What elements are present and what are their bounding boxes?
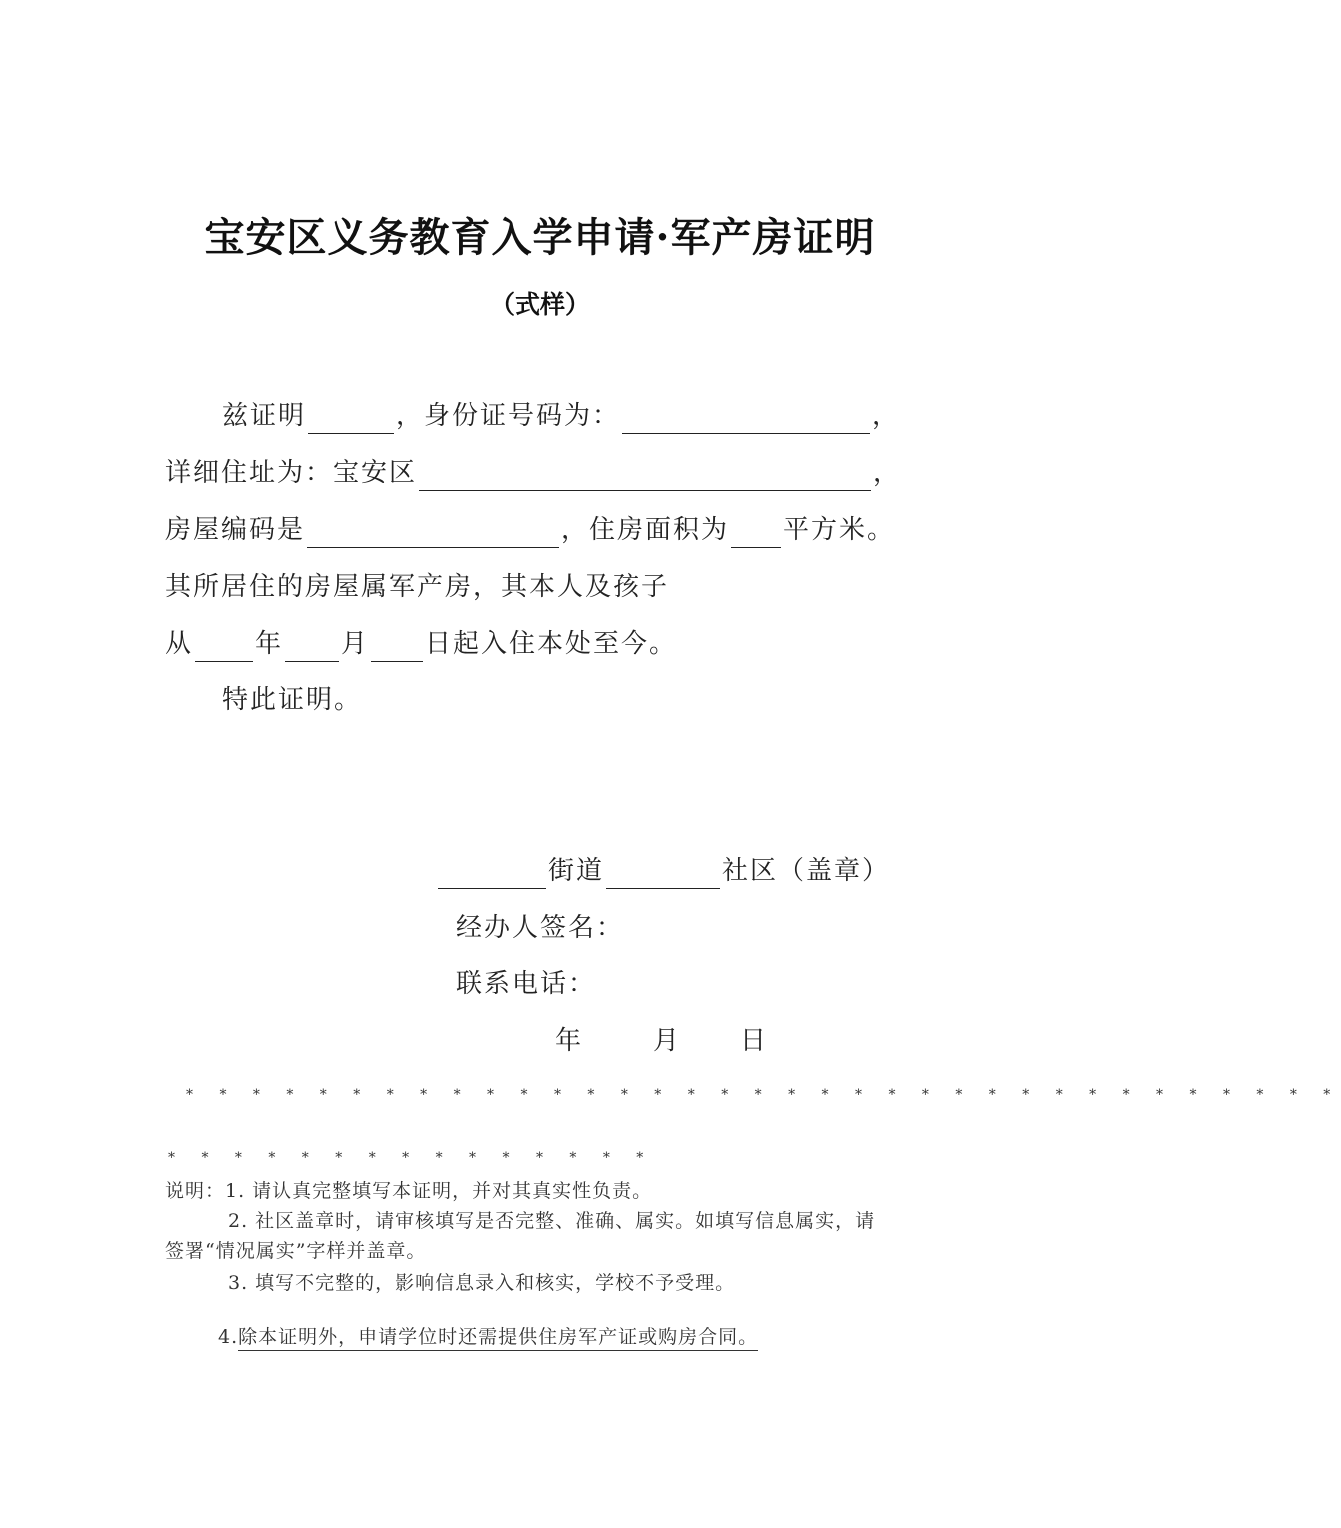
id-number-label: ，身份证号码为： bbox=[396, 401, 621, 431]
note-item-2a: 2. 社区盖章时，请审核填写是否完整、准确、属实。如填写信息属实，请 bbox=[228, 1210, 876, 1232]
address-label: 详细住址为：宝安区 bbox=[165, 458, 418, 488]
date-day-label: 日 bbox=[740, 1026, 769, 1056]
document-title: 宝安区义务教育入学申请·军产房证明 bbox=[204, 214, 876, 261]
body-line-2 bbox=[165, 455, 901, 491]
notes-label: 说明： bbox=[165, 1180, 226, 1202]
separator-stars-short: * * * * * * * * * * * * * * * bbox=[168, 1150, 655, 1166]
id-number-blank[interactable] bbox=[622, 403, 870, 434]
month-label: 月 bbox=[341, 629, 370, 659]
house-code-label: 房屋编码是 bbox=[165, 515, 306, 545]
comma: ， bbox=[873, 458, 902, 488]
since-label: 日起入住本处至今。 bbox=[425, 629, 678, 659]
year-label: 年 bbox=[255, 629, 284, 659]
name-blank[interactable] bbox=[308, 403, 394, 434]
document-subtitle: （式样） bbox=[489, 290, 590, 319]
from-label: 从 bbox=[165, 629, 194, 659]
street-blank[interactable] bbox=[438, 858, 546, 889]
date-month-label: 月 bbox=[653, 1026, 682, 1056]
note-item-2b: 签署“情况属实”字样并盖章。 bbox=[165, 1240, 427, 1262]
street-label: 街道 bbox=[548, 856, 605, 886]
handler-signature-label: 经办人签名： bbox=[456, 913, 625, 943]
address-blank[interactable] bbox=[419, 460, 871, 491]
body-line-5 bbox=[165, 626, 677, 662]
body-line-4: 其所居住的房屋属军产房，其本人及孩子 bbox=[165, 572, 670, 602]
closing-text: 特此证明。 bbox=[222, 685, 363, 715]
note-item-4 bbox=[218, 1324, 758, 1350]
note-item-1 bbox=[165, 1178, 652, 1204]
note-item-4-number: 4. bbox=[218, 1326, 239, 1348]
area-unit: 平方米。 bbox=[783, 515, 896, 545]
note-item-4-text: 除本证明外，申请学位时还需提供住房军产证或购房合同。 bbox=[238, 1326, 758, 1351]
note-item-1-text: 1. 请认真完整填写本证明，并对其真实性负责。 bbox=[225, 1180, 653, 1202]
day-blank[interactable] bbox=[371, 631, 423, 662]
note-item-3: 3. 填写不完整的，影响信息录入和核实，学校不予受理。 bbox=[228, 1272, 736, 1294]
certify-label: 兹证明 bbox=[222, 401, 307, 431]
date-year-label: 年 bbox=[555, 1026, 584, 1056]
community-blank[interactable] bbox=[606, 858, 720, 889]
house-code-blank[interactable] bbox=[307, 517, 559, 548]
area-label: ，住房面积为 bbox=[561, 515, 730, 545]
stamp-line bbox=[436, 853, 890, 889]
body-line-1 bbox=[222, 398, 900, 434]
separator-stars-long: * * * * * * * * * * * * * * * * * * * * * * * * * * * * * * * * * * * bbox=[186, 1087, 1341, 1103]
area-blank[interactable] bbox=[731, 517, 781, 548]
body-line-3 bbox=[165, 512, 895, 548]
month-blank[interactable] bbox=[285, 631, 339, 662]
comma: ， bbox=[872, 401, 901, 431]
contact-phone-label: 联系电话： bbox=[456, 969, 597, 999]
year-blank[interactable] bbox=[195, 631, 253, 662]
community-stamp-label: 社区（盖章） bbox=[722, 856, 891, 886]
